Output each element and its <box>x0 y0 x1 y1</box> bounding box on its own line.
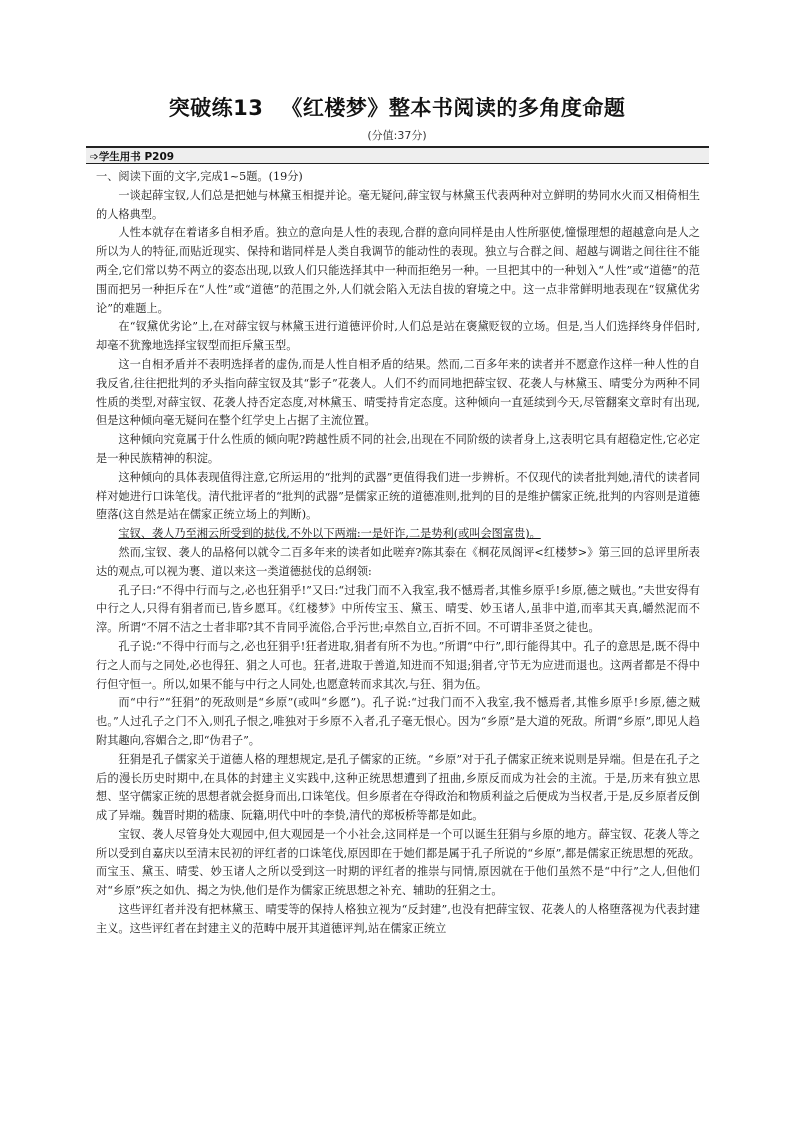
paragraph: 在“钗黛优劣论”上,在对薛宝钗与林黛玉进行道德评价时,人们总是站在褒黛贬钗的立场。但是,当人们选择终身伴侣时,却毫不犹豫地选择宝钗型而拒斥黛玉型。 <box>96 320 700 353</box>
paragraph: 狂狷是孔子儒家关于道德人格的理想规定,是孔子儒家的正统。“乡原”对于孔子儒家正统来说则是异端。但是在孔子之后的漫长历史时期中,在具体的封建主义实践中,这种正统思想遭到了扭曲,乡原反而成为社会的主流。于是,历来有独立思想、坚守儒家正统的思想者就会挺身而出,口诛笔伐。但乡原者在夺得政治和物质利益之后便成为当权者,于是,反乡原者反倒成了异端。魏晋时期的嵇康、阮籍,明代中叶的李贽,清代的郑板桥等都是如此。 <box>96 752 700 823</box>
paragraph: 一谈起薛宝钗,人们总是把她与林黛玉相提并论。毫无疑问,薛宝钗与林黛玉代表两种对立鲜明的势同水火而又相倚相生的人格典型。 <box>96 188 700 221</box>
paragraph: 宝钗、袭人尽管身处大观园中,但大观园是一个小社会,这同样是一个可以诞生狂狷与乡原的地方。薛宝钗、花袭人等之所以受到自嘉庆以至清末民初的评红者的口诛笔伐,原因即在于她们都是属于孔子所说的“乡原”,都是儒家正统思想的死敌。而宝玉、黛玉、晴雯、妙玉诸人之所以受到这一时期的评红者的推崇与同情,原因就在于他们虽然不是“中行”之人,但他们对“乡原”疾之如仇、揭之为快,他们是作为儒家正统思想之补充、辅助的狂狷之士。 <box>96 827 700 898</box>
title-number: 突破练13 <box>168 96 264 120</box>
article <box>96 168 700 939</box>
title-text: 《红楼梦》整本书阅读的多角度命题 <box>281 96 626 120</box>
student-book-text: 学生用书 P209 <box>98 151 175 163</box>
paragraph: 这种倾向究竟属于什么性质的倾向呢?跨越性质不同的社会,出现在不同阶级的读者身上,这表明它具有超稳定性,它必定是一种民族精神的积淀。 <box>96 433 700 465</box>
paragraph: 而“中行”“狂狷”的死敌则是“乡原”(或叫“乡愿”)。孔子说:“过我门而不入我室,我不憾焉者,其惟乡原乎!乡原,德之贼也。”人过孔子之门不入,则孔子恨之,唯独对于乡原不入者,孔子毫无恨心。因为“乡原”是大道的死敌。所谓“乡原”,即见人趋附其趣向,容媚合之,即“伪君子”。 <box>96 696 700 747</box>
question-heading: 一、阅读下面的文字,完成1~5题。(19分) <box>96 170 303 183</box>
paragraph: 这种倾向的具体表现值得注意,它所运用的“批判的武器”更值得我们进一步辨析。不仅现代的读者批判她,清代的读者同样对她进行口诛笔伐。清代批评者的“批判的武器”是儒家正统的道德准则,批判的目的是维护儒家正统,批判的内容则是道德堕落(这自然是站在儒家正统立场上的判断)。 <box>96 470 700 522</box>
paragraph: 这些评红者并没有把林黛玉、晴雯等的保持人格独立视为“反封建”,也没有把薛宝钗、花袭人的人格堕落视为代表封建主义。这些评红者在封建主义的范畴中展开其道德评判,站在儒家正统立 <box>96 903 700 935</box>
page-title <box>0 92 794 122</box>
underlined-paragraph <box>96 525 700 544</box>
section-bar <box>86 146 709 164</box>
underlined-sentence: 宝钗、袭人乃至湘云所受到的挞伐,不外以下两端:一是奸诈,二是势利(或叫会图富贵)。 <box>118 527 541 541</box>
student-book-label <box>90 149 174 164</box>
quote-paragraph: 孔子曰:“不得中行而与之,必也狂狷乎!”又曰:“过我门而不入我室,我不憾焉者,其惟乡原乎!乡原,德之贼也。”夫世安得有中行之人,只得有狷者而已,皆乡愿耳。《红楼梦》中所传宝玉、黛玉、晴雯、妙玉诸人,虽非中道,而率其天真,皭然泥而不滓。所谓“不屑不洁之士者非耶?其不肯同乎流俗,合乎污世;卓然自立,百折不回。不可谓非圣贤之徒也。 <box>96 583 700 635</box>
arrow-icon: ➩ <box>90 151 99 163</box>
paragraph: 人性本就存在着诸多自相矛盾。独立的意向是人性的表现,合群的意向同样是由人性所驱使,憧憬理想的超越意向是人之所以为人的特征,而贴近现实、保持和谐同样是人类自我调节的能动性的表现。独立与合群之间、超越与调谐之间往往不能两全,它们常以势不两立的姿态出现,以致人们只能选择其中一种而拒绝另一种。一旦把其中的一种划入“人性”或“道德”的范围而把另一种拒斥在“人性”或“道德”的范围之外,人们就会陷入无法自拔的窘境之中。这一点非常鲜明地表现在“钗黛优劣论”的难题上。 <box>96 226 700 315</box>
paragraph: 然而,宝钗、袭人的品格何以就令二百多年来的读者如此嗟弃?陈其泰在《桐花凤阁评<红楼梦>》第三回的总评里所表达的观点,可以视为裹、道以来这一类道德挞伐的总纲领: <box>96 545 700 578</box>
paragraph: 这一自相矛盾并不表明选择者的虚伪,而是人性自相矛盾的结果。然而,二百多年来的读者并不愿意作这样一种人性的自我反省,往往把批判的矛头指向薛宝钗及其“影子”花袭人。人们不约而同地把薛宝钗、花袭人与林黛玉、晴雯分为两种不同性质的类型,对薛宝钗、花袭人持否定态度,对林黛玉、晴雯持肯定态度。这种倾向一直延续到今天,尽管翻案文章时有出现,但是这种倾向毫无疑问在整个红学史上占据了主流位置。 <box>96 357 700 428</box>
score-note: (分值:37分) <box>367 129 427 142</box>
paragraph: 孔子说:“不得中行而与之,必也狂狷乎!狂者进取,狷者有所不为也。”所谓“中行”,即行能得其中。孔子的意思是,既不得中行之人而与之同处,必也得狂、狷之人可也。狂者,进取于善道,知进而不知退;狷者,守节无为应进而退也。这两者都是不得中行但守恒一。所以,如果不能与中行之人同处,也愿意转而求其次,与狂、狷为伍。 <box>96 639 700 691</box>
